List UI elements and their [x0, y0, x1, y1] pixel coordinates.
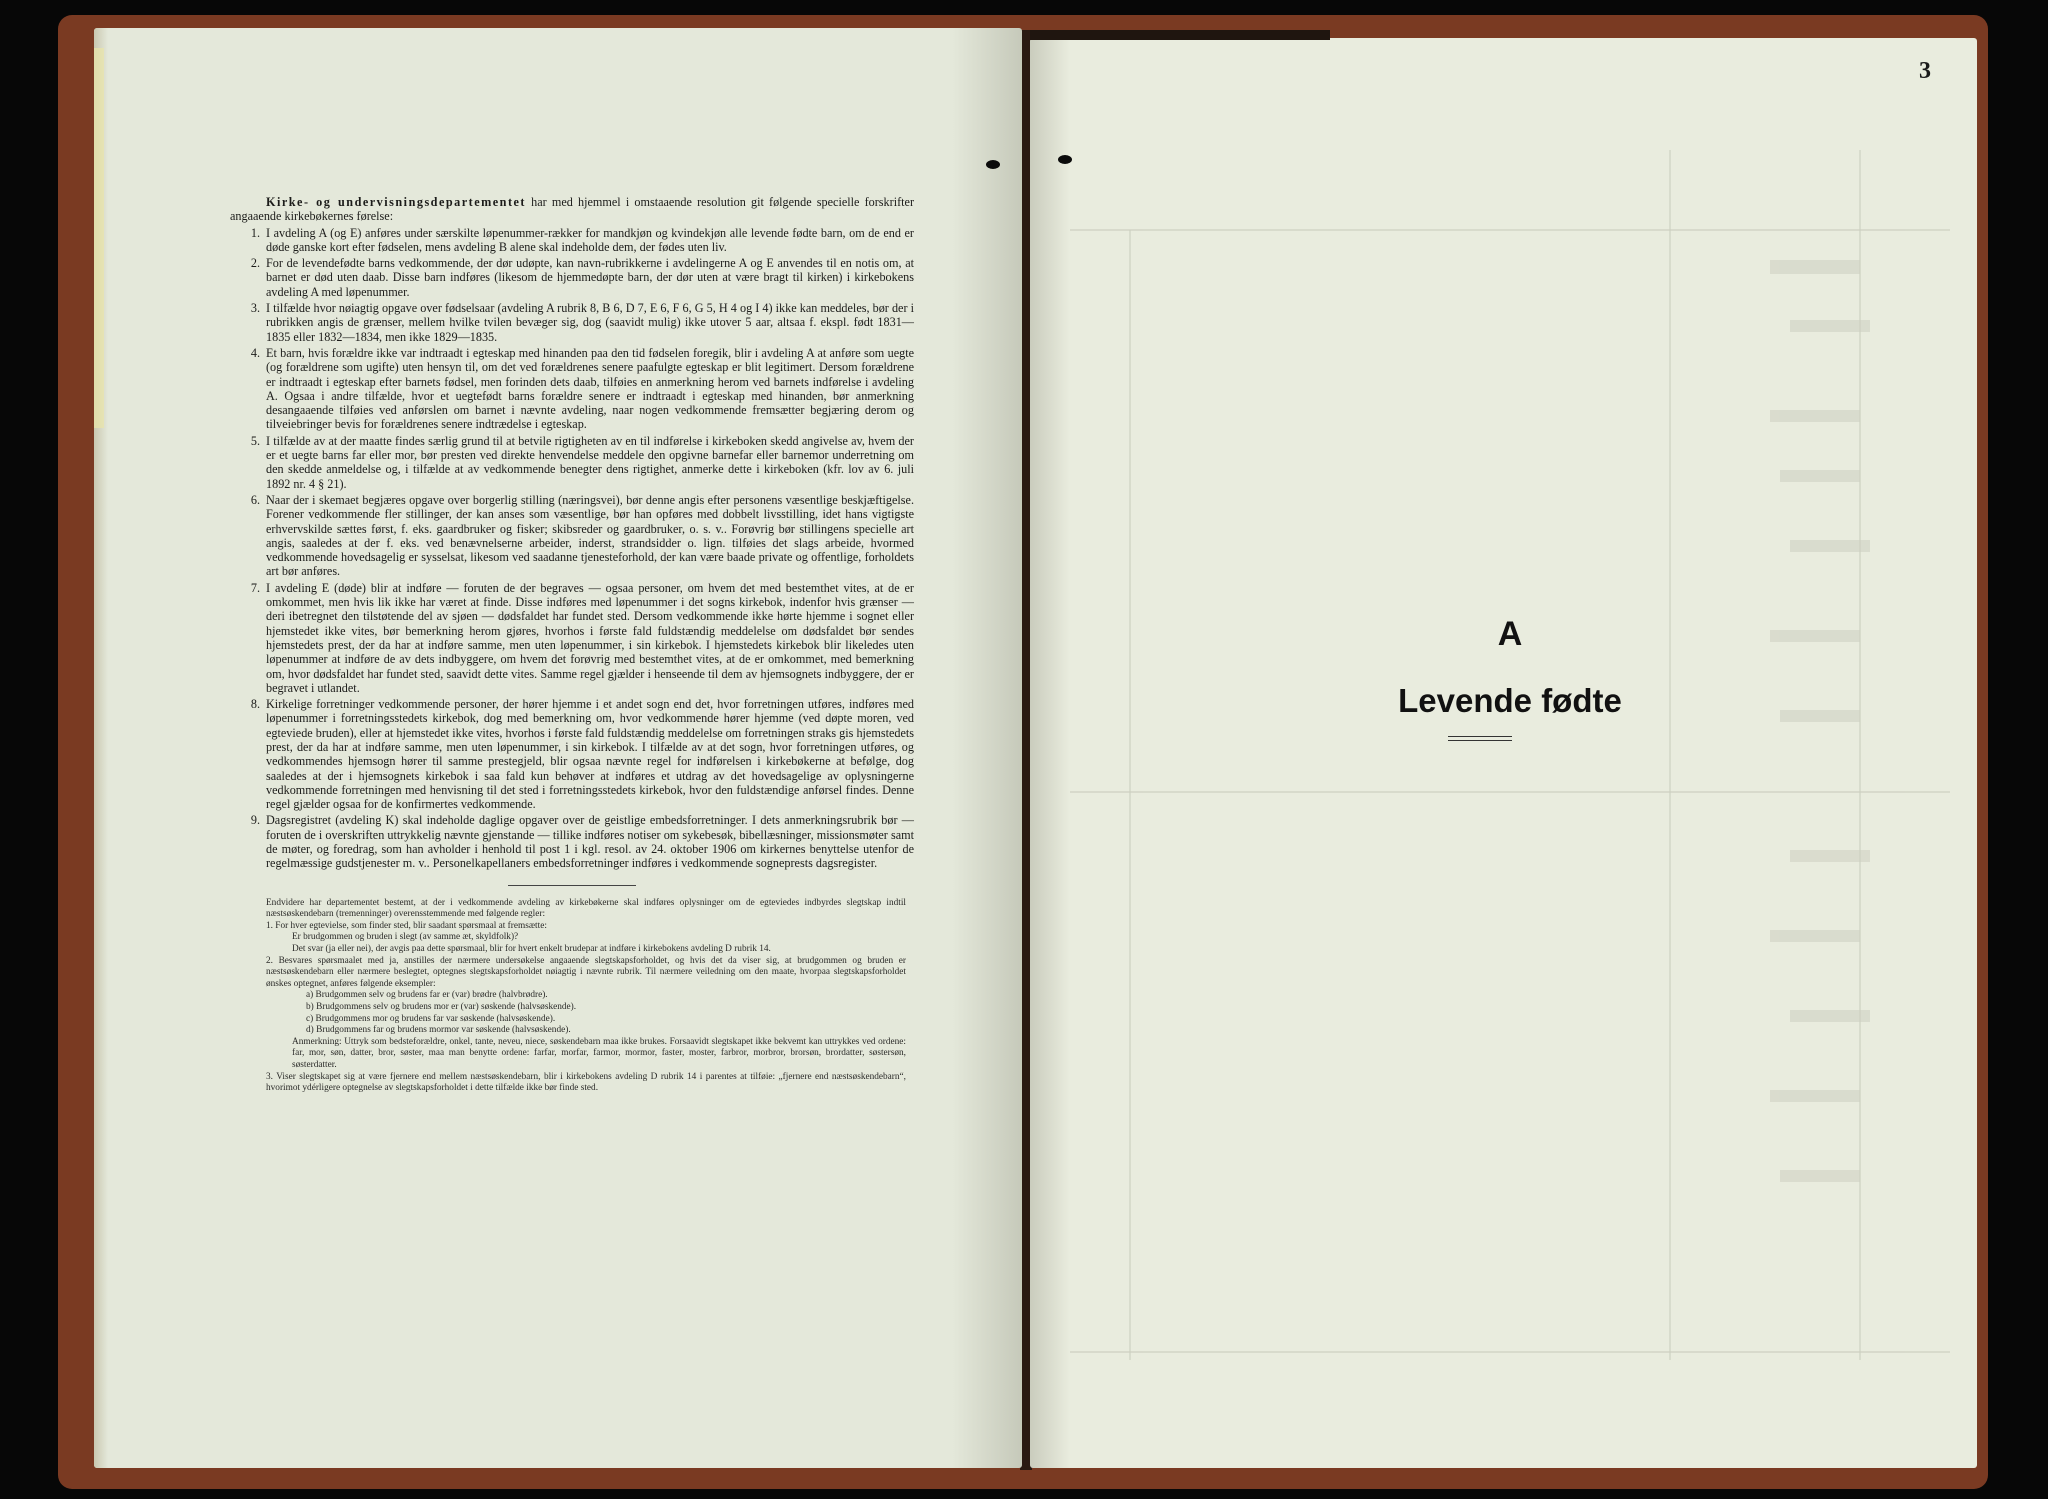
rule-item — [230, 697, 914, 811]
rule-number: 8. — [250, 697, 260, 712]
rule-item — [230, 226, 914, 255]
additional-paragraph: 1. For hver egtevielse, som finder sted, blir saadant spørsmaal at fremsætte: — [266, 920, 547, 931]
paper-strip — [94, 48, 104, 428]
title-double-rule — [1448, 736, 1512, 741]
rule-text: I tilfælde av at der maatte findes særlig grund til at betvile rigtigheten av en til indførelse i kirkeboken skedd angivelse av, hvem der er et uegte barns far eller mor, bør presten ved direkte henvendelse meddele den opgivne barnefar eller barnemor underretning om den skedde anmeldelse og, i tilfælde at av vedkommende benegter dens rigtighet, anmerke dette i kirkeboken (kfr. lov av 6. juli 1892 nr. 4 § 21). — [266, 433, 914, 491]
additional-paragraph: Det svar (ja eller nei), der avgis paa dette spørsmaal, blir for hvert enkelt brudepar at indføre i kirkebokens avdeling D rubrik 14. — [292, 944, 771, 955]
show-through-ruling — [1070, 110, 1950, 1360]
regulations-text — [230, 195, 914, 1095]
additional-rules — [266, 898, 906, 1095]
rule-text: For de levendefødte barns vedkommende, der dør udøpte, kan navn-rubrikkerne i avdelingerne A og E anvendes til en notis om, at barnet er død uten daab. Disse barn indføres (likesom de hjemmedøpte barn, der dør uten at være bragt til kirken) i kirkebokens avdeling A med løpenummer. — [266, 256, 914, 299]
additional-paragraph: b) Brudgommens selv og brudens mor er (var) søskende (halvsøskende). — [306, 1002, 577, 1012]
binding-hole — [1058, 155, 1072, 164]
rule-text: Dagsregistret (avdeling K) skal indeholde daglige opgaver over de geistlige embedsforretninger. I dets anmerkningsrubrik bør — foruten de i overskriften uttrykkelig nævnte gjenstande — tillike indføres notiser om sykebesøk, bibellæsninger, missionsmøter samt de møter, og foredrag, som han avholder i henhold til post 1 i kgl. resol. av 24. oktober 1906 om kirkernes benyttelse utenfor de regelmæssige gudstjenester m. v.. Personelkapellaners embedsforretninger indføres i vedkommende sogneprests dagsregister. — [266, 813, 914, 871]
rule-number: 2. — [250, 256, 260, 271]
rule-item — [230, 346, 914, 432]
additional-paragraph: 2. Besvares spørsmaalet med ja, anstilles der nærmere undersøkelse angaaende slegtskapsforholdet, og hvis det da viser sig, at brudgommen og bruden er næstsøskendebarn eller nærmere beslegtet, optegnes slegtskapsforholdet nøiagtig i nævnte rubrik. Til nærmere veiledning om den maate, hvorpaa slegtskapsforholdet ønskes optegnet, anføres følgende eksempler: — [266, 955, 906, 989]
rule-text: Et barn, hvis forældre ikke var indtraadt i egteskap med hinanden paa den tid fødselen foregik, blir i avdeling A at anføre som uegte (og forældrene som ugifte) uten hensyn til, om det ved forældrenes senere paafulgte egteskap er blit legitimert. Dersom forældrene er indtraadt i egteskap efter barnets fødsel, men forinden dets daab, tilføies en anmerkning herom ved barnets indførelse i avdeling A. Ogsaa i andre tilfælde, hvor et uegtefødt barns forældre senere er indtraadt i egteskap med hinanden, bør anmerkning desangaaende tilføies ved anførslen om barnet i nævnte avdeling, naar nogen vedkommende fremsætter begjæring derom og tilveiebringer bevis for forældrenes senere indtrædelse i egteskap. — [266, 345, 914, 432]
page-shadow — [1030, 38, 1070, 1468]
page-shadow — [952, 28, 1022, 1468]
rule-number: 7. — [250, 580, 260, 595]
rule-text: Naar der i skemaet begjæres opgave over borgerlig stilling (næringsvei), bør denne angis efter personens væsentlige beskjæftigelse. Forener vedkommende fler stillinger, der kan anses som væsentlige, bør han opføres med dobbelt livsstilling, idet hans vigtigste erhvervskilde sættes først, f. eks. gaardbruker og fisker; skibsreder og gaardbruker, o. s. v.. Forøvrig bør stillingens specielle art angis, saaledes at der f. eks. ved benævnelserne arbeider, inderst, strandsidder o. lign. tilføies det slags arbeide, hvormed vedkommende hovedsagelig er sysselsat, likesom ved saadanne tjenesteforhold, der kan være baade private og offentlige, forholdets art bør anføres. — [266, 492, 914, 579]
rule-item — [230, 493, 914, 579]
separator-line — [508, 885, 636, 886]
rule-text: I avdeling A (og E) anføres under særskilte løpenummer-rækker for mandkjøn og kvindekjøn alle levende fødte barn, om de end er døde ganske kort efter fødselen, mens avdeling B alene skal indeholde dem, der fødes uten liv. — [266, 225, 914, 254]
additional-paragraph: Endvidere har departementet bestemt, at der i vedkommende avdeling av kirkebøkerne skal indføres oplysninger om de egteviedes indbyrdes slegtskap indtil næstsøskendebarn (tremenninger) overensstemmende med følgende regler: — [266, 897, 906, 920]
rule-number: 5. — [250, 433, 260, 448]
additional-paragraph: d) Brudgommens far og brudens mormor var søskende (halvsøskende). — [306, 1025, 571, 1036]
additional-paragraph: Anmerkning: Uttryk som bedsteforældre, onkel, tante, neveu, niece, søskendebarn maa ikke brukes. Forsaavidt slegtskapet ikke bekvemt kan uttrykkes ved ordene: far, mor, søn, datter, bror, søster, maa man benytte ordene: farfar, morfar, farmor, mormor, faster, moster, farbror, morbror, brorsøn, brordatter, søstersøn, søsterdatter. — [292, 1036, 906, 1070]
rule-text: I avdeling E (døde) blir at indføre — foruten de der begraves — ogsaa personer, om hvem det med bestemthet vites, at de er omkommet, men hvis lik ikke har været at finde. Disse indføres med løpenummer i det sogns kirkebok, indenfor hvis grænser — deri ibetregnet den tilstøtende del av sjøen — dødsfaldet har fundet sted. Dersom vedkommende ikke hørte hjemme i sognet eller hjemstedet ikke vites, bør bemerkning herom gjøres, hvorhos i første fald fuldstændig meddelelse om dødsfaldet bør sendes hjemstedets prest, der da har at indføre samme, men uten løpenummer, i sin kirkebok. I hjemstedets kirkebok blir likeledes uten løpenummer at indføre de av dets indbyggere, om hvem det forøvrig med bestemthet vites, at de er omkommet, med bemerkning om, hvor dødsfaldet har fundet sted, saavidt dette vites. Samme regel gjælder i henseende til dem av hjemsognets indbyggere, der er begravet i utlandet. — [266, 580, 914, 695]
page-top-edge — [1030, 30, 1330, 40]
additional-paragraph: Er brudgommen og bruden i slegt (av samme æt, skyldfolk)? — [292, 932, 519, 943]
rule-item — [230, 581, 914, 695]
rule-item — [230, 256, 914, 299]
rule-number: 3. — [250, 301, 260, 316]
page-number: 3 — [1919, 58, 1931, 84]
intro-paragraph — [230, 195, 914, 224]
rule-text: I tilfælde hvor nøiagtig opgave over fødselsaar (avdeling A rubrik 8, B 6, D 7, E 6, F 6, G 5, H 4 og I 4) ikke kan meddeles, bør der i rubrikken angis de grænser, mellem hvilke tvilen bevæger sig, dog (saavidt mulig) ikke utover 5 aar, altsaa f. ekspl. født 1831—1835 eller 1832—1834, men ikke 1829—1835. — [266, 301, 914, 344]
rule-number: 1. — [250, 225, 260, 240]
rule-item — [230, 813, 914, 870]
additional-paragraph: c) Brudgommens mor og brudens far var søskende (halvsøskende). — [306, 1013, 556, 1024]
rule-number: 9. — [250, 813, 260, 828]
rules-list — [230, 226, 914, 871]
rule-item — [230, 434, 914, 491]
rule-number: 4. — [250, 345, 260, 360]
section-letter: A — [1497, 615, 1523, 653]
rule-number: 6. — [250, 492, 260, 507]
additional-paragraph: a) Brudgommen selv og brudens far er (var) brødre (halvbrødre). — [306, 990, 548, 1001]
section-title: Levende fødte — [1398, 682, 1622, 719]
additional-paragraph: 3. Viser slegtskapet sig at være fjernere end mellem næstsøskendebarn, blir i kirkebokens avdeling D rubrik 14 i parentes at tilføie: „fjernere end næstsøskendebarn“, hvorimot ydérligere optegnelse av slegtskapsforholdet i dette tilfælde ikke bør finde sted. — [266, 1071, 906, 1094]
intro-text: har med hjemmel i omstaaende resolution git følgende specielle forskrifter angaaende kirkebøkernes førelse: — [230, 195, 915, 224]
binding-hole — [986, 160, 1000, 169]
rule-item — [230, 301, 914, 344]
intro-heading: Kirke- og undervisningsdepartementet — [266, 195, 526, 209]
rule-text: Kirkelige forretninger vedkommende personer, der hører hjemme i et andet sogn end det, hvor forretningen utføres, indføres med løpenummer i forretningsstedets kirkebok, dog med bemerkning om, hvor vedkommende hører hjemme (ved døpte moren, ved egteviede bruden), eller at hjemstedet ikke vites, hvorhos i første fald fuldstændig meddelelse om forretningen straks gis hjemstedets prest, der da har at indføre samme, men uten løpenummer, i sin kirkebok. I tilfælde av at det sogn, hvor forretningen utføres, og vedkommendes hjemsogn hører til samme prestegjeld, blir ogsaa nævnte regel for indførelsen i kirkebøkerne at befølge, dog saaledes at der i hjemsognets kirkebok i saa fald kun behøver at indføres et utdrag av det hovedsagelige av oplysningerne vedkommende forretningen med henvisning til det sted i forretningsstedets kirkebok, hvor den fuldstændige anførsel findes. Denne regel gjælder ogsaa for de konfirmertes vedkommende. — [266, 697, 914, 812]
